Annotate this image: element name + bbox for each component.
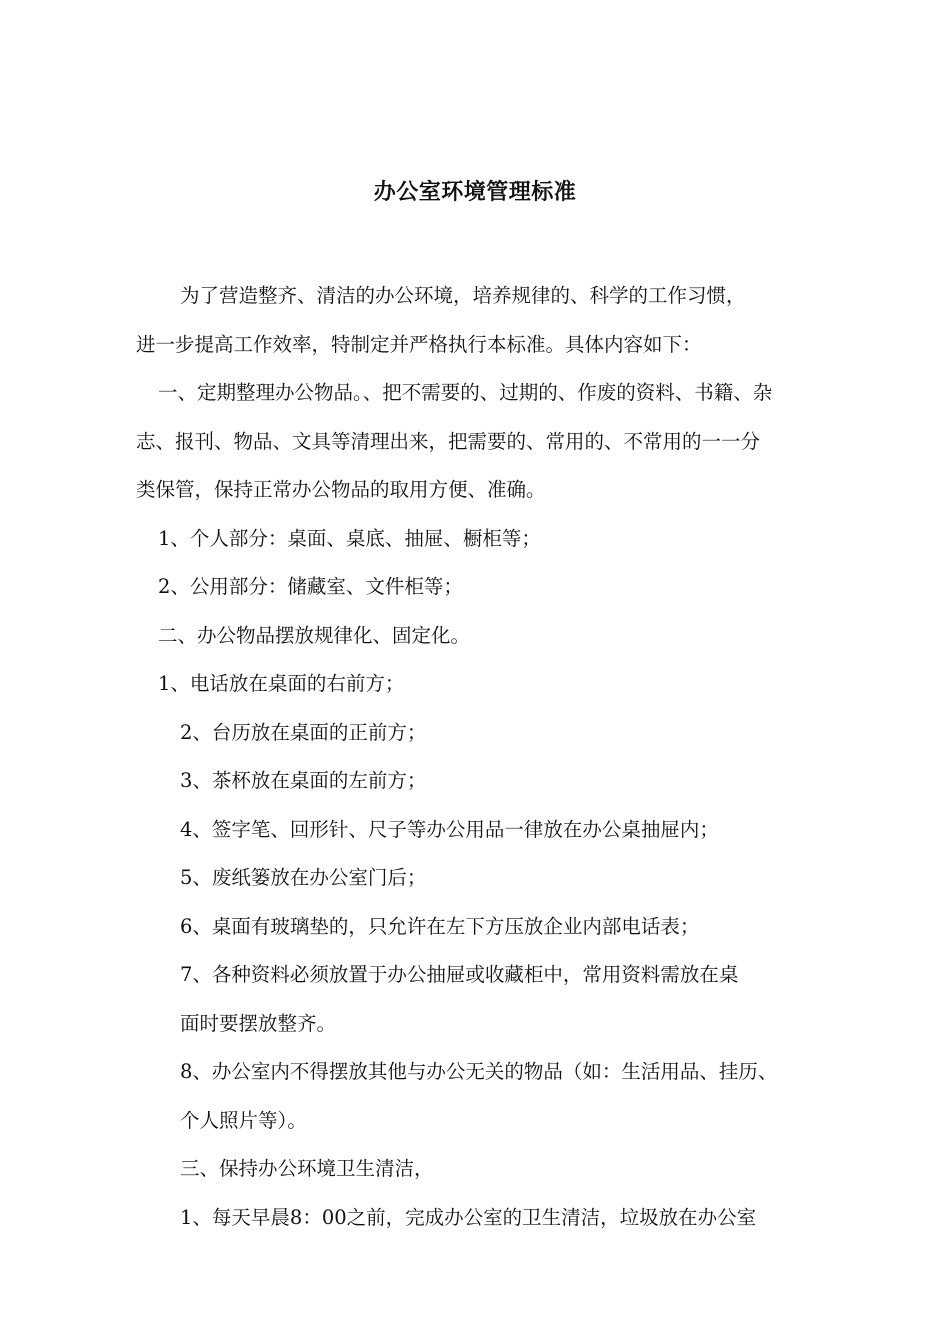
section-2-item-7-cont: 面时要摆放整齐。 (180, 1011, 337, 1035)
section-3-item-1: 1、每天早晨8：00之前，完成办公室的卫生清洁，垃圾放在办公室 (180, 1205, 757, 1229)
document-body (136, 272, 836, 1242)
section-1-line-2: 志、报刊、物品、文具等清理出来，把需要的、常用的、不常用的一一分 (136, 429, 761, 453)
section-1-line-3: 类保管，保持正常办公物品的取用方便、准确。 (136, 478, 546, 501)
section-2-item-8: 8、办公室内不得摆放其他与办公无关的物品（如：生活用品、挂历、 (180, 1060, 778, 1083)
section-2-heading: 二、办公物品摆放规律化、固定化。 (158, 623, 471, 647)
section-2-item-4: 4、签字笔、回形针、尺子等办公用品一律放在办公桌抽屉内； (180, 817, 719, 841)
paragraph-intro-line-2: 进一步提高工作效率，特制定并严格执行本标准。具体内容如下： (136, 332, 702, 356)
section-2-item-1: 1、电话放在桌面的右前方； (158, 672, 405, 695)
section-2-item-3: 3、茶杯放在桌面的左前方； (180, 769, 427, 792)
section-2-item-5: 5、废纸篓放在办公室门后； (180, 866, 427, 889)
section-1-item-2: 2、公用部分：储藏室、文件柜等； (158, 575, 463, 598)
section-2-item-7: 7、各种资料必须放置于办公抽屉或收藏柜中，常用资料需放在桌 (180, 963, 739, 986)
section-1-item-1: 1、个人部分：桌面、桌底、抽屉、橱柜等； (158, 526, 541, 550)
paragraph-intro-line-1: 为了营造整齐、清洁的办公环境，培养规律的、科学的工作习惯， (180, 284, 746, 307)
section-1-heading: 一、定期整理办公物品。、把不需要的、过期的、作废的资料、书籍、杂 (158, 381, 773, 404)
section-2-item-2: 2、台历放在桌面的正前方； (180, 720, 427, 744)
section-3-heading: 三、保持办公环境卫生清洁， (180, 1157, 434, 1180)
section-2-item-6: 6、桌面有玻璃垫的，只允许在左下方压放企业内部电话表； (180, 914, 700, 938)
document-title: 办公室环境管理标准 (373, 179, 577, 205)
section-2-item-8-cont: 个人照片等）。 (180, 1108, 307, 1132)
